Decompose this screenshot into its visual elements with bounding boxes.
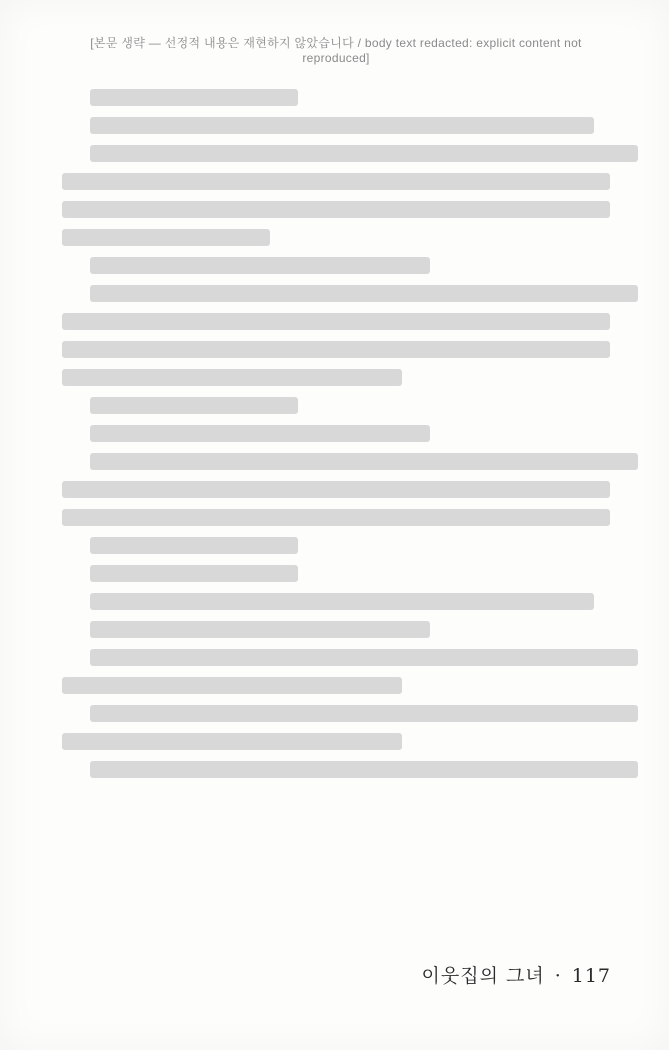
redacted-paragraph xyxy=(62,621,610,638)
redacted-text-line xyxy=(90,705,638,722)
redacted-paragraph xyxy=(62,145,610,246)
redacted-text-line xyxy=(90,761,638,778)
redacted-paragraph xyxy=(62,705,610,750)
redacted-text-line xyxy=(90,117,594,134)
redacted-text-line xyxy=(62,677,402,694)
redacted-text-line xyxy=(62,369,402,386)
footer-separator: · xyxy=(554,965,562,987)
redacted-paragraph xyxy=(62,425,610,442)
body-text-block xyxy=(62,78,610,789)
redacted-text-line xyxy=(62,229,270,246)
redacted-paragraph xyxy=(62,537,610,554)
redacted-text-line xyxy=(90,89,298,106)
redacted-paragraph xyxy=(62,565,610,582)
footer-book-title: 이웃집의 그녀 xyxy=(421,965,545,987)
redacted-paragraph xyxy=(62,593,610,610)
redacted-text-line xyxy=(62,481,610,498)
redacted-paragraph xyxy=(62,649,610,694)
redacted-text-line xyxy=(90,537,298,554)
redacted-paragraph xyxy=(62,397,610,414)
redacted-paragraph xyxy=(62,89,610,106)
redacted-text-line xyxy=(90,621,430,638)
redacted-text-line xyxy=(90,425,430,442)
redacted-paragraph xyxy=(62,453,610,526)
redacted-text-line xyxy=(90,145,638,162)
redacted-text-line xyxy=(90,257,430,274)
redacted-text-line xyxy=(90,453,638,470)
redacted-text-line xyxy=(62,733,402,750)
redacted-text-line xyxy=(62,173,610,190)
redacted-text-line xyxy=(90,397,298,414)
redacted-text-line xyxy=(90,565,298,582)
redaction-note: [본문 생략 — 선정적 내용은 재현하지 않았습니다 / body text redacted: explicit content not reproduced] xyxy=(90,36,582,65)
redacted-text-line xyxy=(62,509,610,526)
redacted-text-line xyxy=(62,201,610,218)
redacted-text-line xyxy=(62,341,610,358)
redacted-paragraph xyxy=(62,761,610,778)
redacted-text-line xyxy=(90,593,594,610)
redacted-paragraph xyxy=(62,285,610,386)
page-footer xyxy=(422,961,611,988)
redacted-paragraph xyxy=(62,257,610,274)
redacted-text-line xyxy=(62,313,610,330)
redacted-text-line xyxy=(90,649,638,666)
redacted-paragraph xyxy=(62,117,610,134)
redacted-text-line xyxy=(90,285,638,302)
footer-page-number: 117 xyxy=(571,965,611,987)
